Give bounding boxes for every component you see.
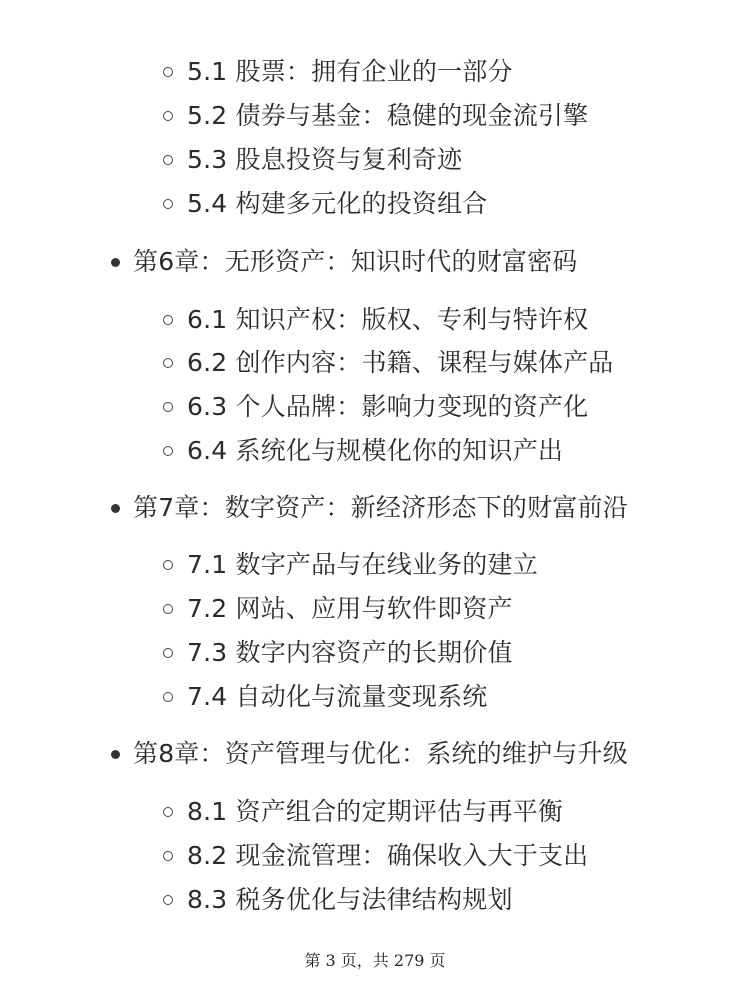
hollow-bullet-icon bbox=[163, 315, 173, 325]
hollow-bullet-icon bbox=[163, 692, 173, 702]
hollow-bullet-icon bbox=[163, 67, 173, 77]
hollow-bullet-icon bbox=[163, 199, 173, 209]
toc-section-item[interactable] bbox=[0, 431, 750, 471]
toc-entry-label: 8.2 现金流管理：确保收入大于支出 bbox=[187, 841, 589, 870]
toc-entry-label: 5.2 债券与基金：稳健的现金流引擎 bbox=[187, 101, 589, 130]
toc-section-item[interactable] bbox=[0, 836, 750, 876]
hollow-bullet-icon bbox=[163, 851, 173, 861]
toc-entry-label: 7.4 自动化与流量变现系统 bbox=[187, 682, 488, 711]
toc-section-item[interactable] bbox=[0, 96, 750, 136]
hollow-bullet-icon bbox=[163, 155, 173, 165]
filled-bullet-icon bbox=[111, 258, 120, 267]
toc-entry-label: 7.3 数字内容资产的长期价值 bbox=[187, 638, 513, 667]
toc-entry-label: 第7章：数字资产：新经济形态下的财富前沿 bbox=[133, 493, 628, 522]
toc-entry-label: 7.1 数字产品与在线业务的建立 bbox=[187, 550, 538, 579]
toc-chapter-item[interactable] bbox=[0, 734, 750, 774]
toc-section-item[interactable] bbox=[0, 343, 750, 383]
toc-entry-label: 5.3 股息投资与复利奇迹 bbox=[187, 145, 463, 174]
toc-entry-label: 8.1 资产组合的定期评估与再平衡 bbox=[187, 797, 564, 826]
toc-entry-label: 6.3 个人品牌：影响力变现的资产化 bbox=[187, 392, 589, 421]
toc-entry-label: 5.4 构建多元化的投资组合 bbox=[187, 189, 488, 218]
hollow-bullet-icon bbox=[163, 604, 173, 614]
toc-entry-label: 6.1 知识产权：版权、专利与特许权 bbox=[187, 305, 589, 334]
filled-bullet-icon bbox=[111, 750, 120, 759]
hollow-bullet-icon bbox=[163, 402, 173, 412]
hollow-bullet-icon bbox=[163, 446, 173, 456]
toc-section-item[interactable] bbox=[0, 300, 750, 340]
toc-entry-label: 6.2 创作内容：书籍、课程与媒体产品 bbox=[187, 348, 614, 377]
hollow-bullet-icon bbox=[163, 807, 173, 817]
toc-section-item[interactable] bbox=[0, 589, 750, 629]
hollow-bullet-icon bbox=[163, 358, 173, 368]
toc-section-item[interactable] bbox=[0, 184, 750, 224]
filled-bullet-icon bbox=[111, 504, 120, 513]
toc-chapter-item[interactable] bbox=[0, 488, 750, 528]
toc-section-item[interactable] bbox=[0, 633, 750, 673]
toc-section-item[interactable] bbox=[0, 387, 750, 427]
toc-section-item[interactable] bbox=[0, 140, 750, 180]
hollow-bullet-icon bbox=[163, 560, 173, 570]
toc-entry-label: 8.3 税务优化与法律结构规划 bbox=[187, 885, 513, 914]
toc-section-item[interactable] bbox=[0, 880, 750, 920]
toc-entry-label: 第8章：资产管理与优化：系统的维护与升级 bbox=[133, 739, 628, 768]
hollow-bullet-icon bbox=[163, 111, 173, 121]
toc-section-item[interactable] bbox=[0, 677, 750, 717]
toc-entry-label: 5.1 股票：拥有企业的一部分 bbox=[187, 57, 513, 86]
toc-entry-label: 第6章：无形资产：知识时代的财富密码 bbox=[133, 247, 578, 276]
toc-section-item[interactable] bbox=[0, 792, 750, 832]
hollow-bullet-icon bbox=[163, 648, 173, 658]
page-number-footer: 第 3 页，共 279 页 bbox=[304, 951, 446, 970]
toc-entry-label: 7.2 网站、应用与软件即资产 bbox=[187, 594, 513, 623]
toc-section-item[interactable] bbox=[0, 52, 750, 92]
toc-section-item[interactable] bbox=[0, 545, 750, 585]
hollow-bullet-icon bbox=[163, 895, 173, 905]
toc-entry-label: 6.4 系统化与规模化你的知识产出 bbox=[187, 436, 564, 465]
toc-chapter-item[interactable] bbox=[0, 242, 750, 282]
